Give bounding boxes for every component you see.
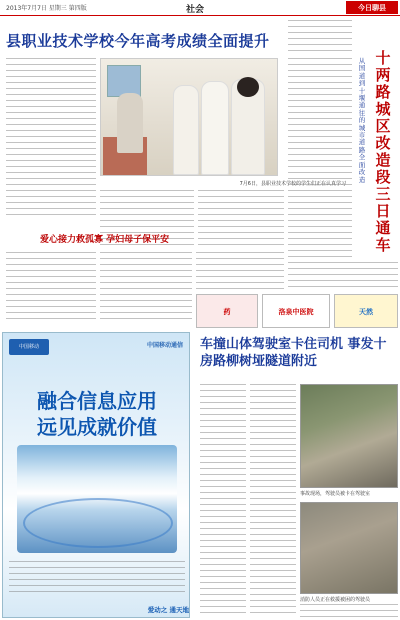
main-article-body-left xyxy=(6,58,96,218)
main-photo-caption: 7月6日，县职业技术学校的学生们正在认真学习 xyxy=(239,181,346,187)
ad-title-line2: 远见成就价值 xyxy=(37,415,157,439)
ad-title-line1: 融合信息应用 xyxy=(37,389,157,413)
photo-hair xyxy=(237,77,259,97)
ad-pharmacy[interactable] xyxy=(196,294,258,328)
ad-natural[interactable] xyxy=(334,294,398,328)
main-photo xyxy=(100,58,278,176)
ad-pharmacy-label: 药 xyxy=(223,308,231,316)
right-article-subhead: 从国道到十堰通往的城市道路全面改造 xyxy=(358,57,366,184)
ad-hospital[interactable] xyxy=(262,294,330,328)
article2-body-1 xyxy=(6,252,96,320)
bottom-article-body-1 xyxy=(200,384,246,614)
right-article-body-bottom xyxy=(288,262,398,288)
page-header xyxy=(0,0,400,16)
ad-mobile-logo: 中国移动通信 xyxy=(146,342,183,349)
photo-person-2 xyxy=(173,85,199,175)
accident-photo-scene xyxy=(300,384,398,488)
photo-person-3 xyxy=(201,81,229,175)
ad-natural-label: 天然 xyxy=(359,308,373,316)
bottom-article-headline: 车撞山体驾驶室卡住司机 事发十房路柳树垭隧道附近 xyxy=(200,337,387,369)
right-article-headline: 十两路城区改造段三日通车 xyxy=(375,49,391,254)
bottom-article-body-2 xyxy=(250,384,296,614)
main-article-body-center-2 xyxy=(198,190,284,250)
mobile-advertisement[interactable] xyxy=(2,332,190,618)
right-article-intro xyxy=(288,20,352,54)
newspaper-logo: 今日聊县 xyxy=(346,1,398,14)
accident-photo-scene-caption: 事故现场，驾驶员被卡在驾驶室 xyxy=(300,491,371,497)
article2-headline: 爱心接力救孤寡 孕妇母子保平安 xyxy=(40,235,170,245)
bottom-article-body-3 xyxy=(300,604,398,618)
ad-hospital-label: 洛泉中医院 xyxy=(278,308,314,316)
main-headline: 县职业技术学校今年高考成绩全面提升 xyxy=(6,32,270,50)
photo-window xyxy=(107,65,141,97)
section-title: 社会 xyxy=(186,5,205,15)
ad-brand-logo: 中国移动 xyxy=(9,339,49,355)
ad-swirl-graphic xyxy=(23,498,173,548)
article2-body-2 xyxy=(100,252,192,320)
rescue-photo-caption: 消防人员正在救援被困的驾驶员 xyxy=(300,597,371,603)
rescue-photo xyxy=(300,502,398,594)
ad-slogan: 爱动之 通天地 xyxy=(147,606,189,614)
header-date: 2013年7月7日 星期三 第四版 xyxy=(6,5,87,12)
right-article-body xyxy=(288,58,352,258)
ad-fine-print xyxy=(9,561,185,597)
article2-body-3 xyxy=(196,252,284,292)
photo-person-1 xyxy=(117,93,143,153)
